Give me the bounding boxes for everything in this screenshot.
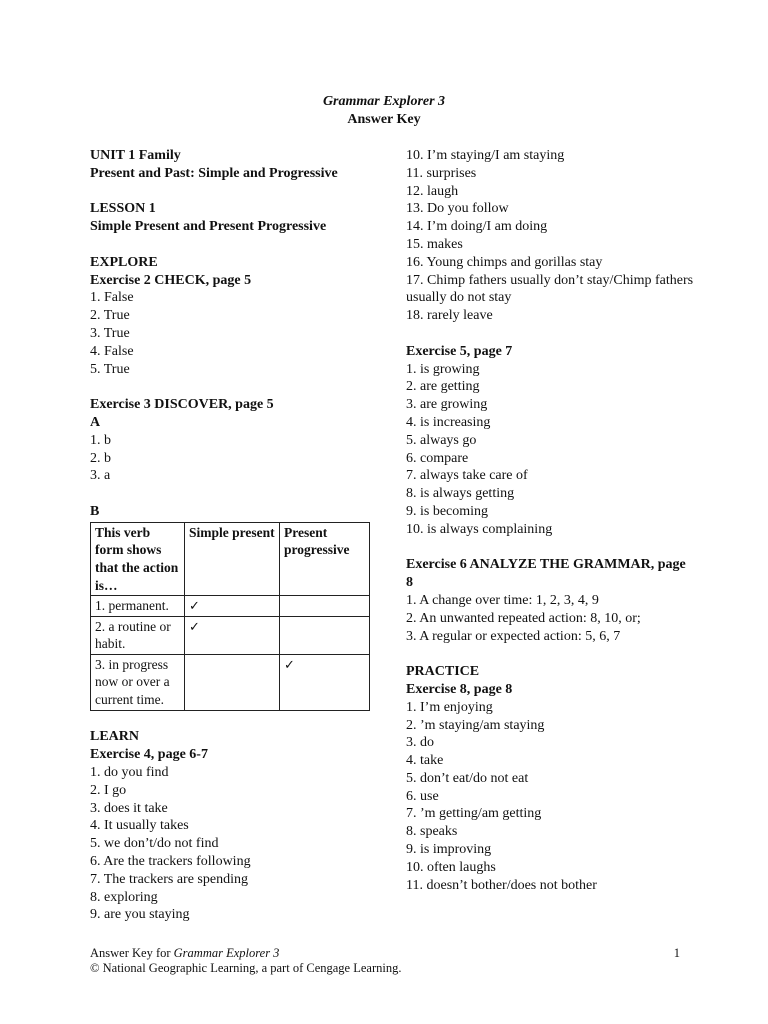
list-item: 8. is always getting: [406, 486, 515, 502]
check-mark: [280, 596, 370, 617]
list-item: 3. A regular or expected action: 5, 6, 7: [406, 628, 621, 644]
list-item: 5. True: [90, 361, 130, 377]
list-item: 10. often laughs: [406, 859, 496, 875]
list-item: 7. ’m getting/am getting: [406, 806, 542, 822]
list-item: 18. rarely leave: [406, 308, 493, 324]
list-item: 2. I go: [90, 782, 127, 798]
list-item: 5. we don’t/do not find: [90, 836, 219, 852]
list-item: 1. I’m enjoying: [406, 699, 493, 715]
unit-title: UNIT 1 Family: [90, 148, 181, 163]
list-item: 1. A change over time: 1, 2, 3, 4, 9: [406, 592, 599, 608]
lesson-title: LESSON 1: [90, 201, 156, 217]
footer-line-1: [90, 946, 680, 961]
exercise-8-list: [406, 699, 696, 895]
list-item: 3. do: [406, 735, 434, 751]
table-header-cell: Simple present: [185, 522, 280, 595]
exercise-3-part-b: B: [90, 503, 100, 519]
table-header-row: [91, 522, 370, 595]
footer-prefix: Answer Key for: [90, 946, 174, 960]
list-item: 2. ’m staying/am staying: [406, 717, 545, 733]
document-subtitle: Answer Key: [347, 111, 421, 127]
list-item: 3. True: [90, 325, 130, 341]
list-item: 7. The trackers are spending: [90, 871, 248, 887]
list-item: 9. is improving: [406, 842, 492, 858]
footer-copyright: © National Geographic Learning, a part of Cengage Learning.: [90, 961, 402, 975]
section-learn: LEARN: [90, 729, 140, 745]
exercise-3-title: Exercise 3 DISCOVER, page 5: [90, 397, 274, 413]
exercise-2-list: [90, 289, 380, 378]
list-item: 9. are you staying: [90, 907, 190, 923]
list-item: 2. True: [90, 308, 130, 324]
list-item: 4. False: [90, 343, 134, 359]
section-practice: PRACTICE: [406, 664, 480, 680]
list-item: 1. False: [90, 290, 134, 306]
list-item: 3. a: [90, 468, 111, 484]
check-mark: ✓: [185, 616, 280, 654]
list-item: 4. take: [406, 753, 444, 769]
exercise-4-list: [90, 764, 380, 924]
list-item: 4. is increasing: [406, 414, 491, 430]
lesson-subtitle: Simple Present and Present Progressive: [90, 219, 327, 235]
list-item: 13. Do you follow: [406, 201, 509, 217]
list-item: 3. are growing: [406, 397, 488, 413]
exercise-4-continued-list: [406, 147, 696, 325]
exercise-8-title: Exercise 8, page 8: [406, 681, 513, 697]
list-item: 2. An unwanted repeated action: 8, 10, or;: [406, 610, 641, 626]
exercise-4-title: Exercise 4, page 6-7: [90, 747, 208, 763]
list-item: 4. It usually takes: [90, 818, 189, 834]
list-item: 8. speaks: [406, 824, 458, 840]
list-item: 1. do you find: [90, 765, 169, 781]
footer-book-title: Grammar Explorer 3: [173, 946, 280, 960]
left-column: [90, 147, 380, 924]
list-item: 2. b: [90, 450, 111, 466]
document-header: [0, 93, 768, 129]
list-item: 6. compare: [406, 450, 469, 466]
page-number: 1: [673, 946, 680, 960]
exercise-6-title: Exercise 6 ANALYZE THE GRAMMAR, page 8: [406, 557, 686, 591]
list-item: 6. use: [406, 788, 439, 804]
table-row-label: 1. permanent.: [91, 596, 185, 617]
list-item: 7. always take care of: [406, 468, 528, 484]
exercise-5-list: [406, 361, 696, 539]
section-explore: EXPLORE: [90, 254, 158, 270]
list-item: 10. I’m staying/I am staying: [406, 148, 565, 163]
table-row: [91, 616, 370, 654]
exercise-6-list: [406, 592, 696, 645]
list-item: 17. Chimp fathers usually don’t stay/Chimp fathers usually do not stay: [406, 272, 694, 306]
list-item: 14. I’m doing/I am doing: [406, 219, 548, 235]
exercise-2-title: Exercise 2 CHECK, page 5: [90, 272, 252, 288]
list-item: 9. is becoming: [406, 503, 489, 519]
right-column: [406, 147, 696, 894]
table-row: [91, 654, 370, 710]
list-item: 11. doesn’t bother/does not bother: [406, 877, 597, 893]
list-item: 16. Young chimps and gorillas stay: [406, 254, 603, 270]
table-header-cell: This verb form shows that the action is…: [91, 522, 185, 595]
table-row-label: 2. a routine or habit.: [91, 616, 185, 654]
list-item: 12. laugh: [406, 183, 459, 199]
check-mark: [185, 654, 280, 710]
exercise-3-a-list: [90, 432, 380, 485]
list-item: 5. don’t eat/do not eat: [406, 770, 529, 786]
list-item: 3. does it take: [90, 800, 168, 816]
check-mark: ✓: [185, 596, 280, 617]
list-item: 6. Are the trackers following: [90, 854, 251, 870]
list-item: 8. exploring: [90, 889, 158, 905]
list-item: 5. always go: [406, 432, 477, 448]
unit-subtitle: Present and Past: Simple and Progressive: [90, 165, 338, 181]
list-item: 2. are getting: [406, 379, 480, 395]
list-item: 15. makes: [406, 236, 463, 252]
verb-form-table: [90, 522, 370, 711]
document-title: Grammar Explorer 3: [322, 94, 446, 109]
exercise-5-title: Exercise 5, page 7: [406, 343, 513, 359]
check-mark: [280, 616, 370, 654]
list-item: 10. is always complaining: [406, 521, 553, 537]
page-footer: [90, 946, 680, 976]
list-item: 1. b: [90, 432, 111, 448]
list-item: 11. surprises: [406, 165, 477, 181]
list-item: 1. is growing: [406, 361, 480, 377]
table-row: [91, 596, 370, 617]
exercise-3-part-a: A: [90, 414, 101, 430]
table-row-label: 3. in progress now or over a current time.: [91, 654, 185, 710]
table-header-cell: Present progressive: [280, 522, 370, 595]
check-mark: ✓: [280, 654, 370, 710]
